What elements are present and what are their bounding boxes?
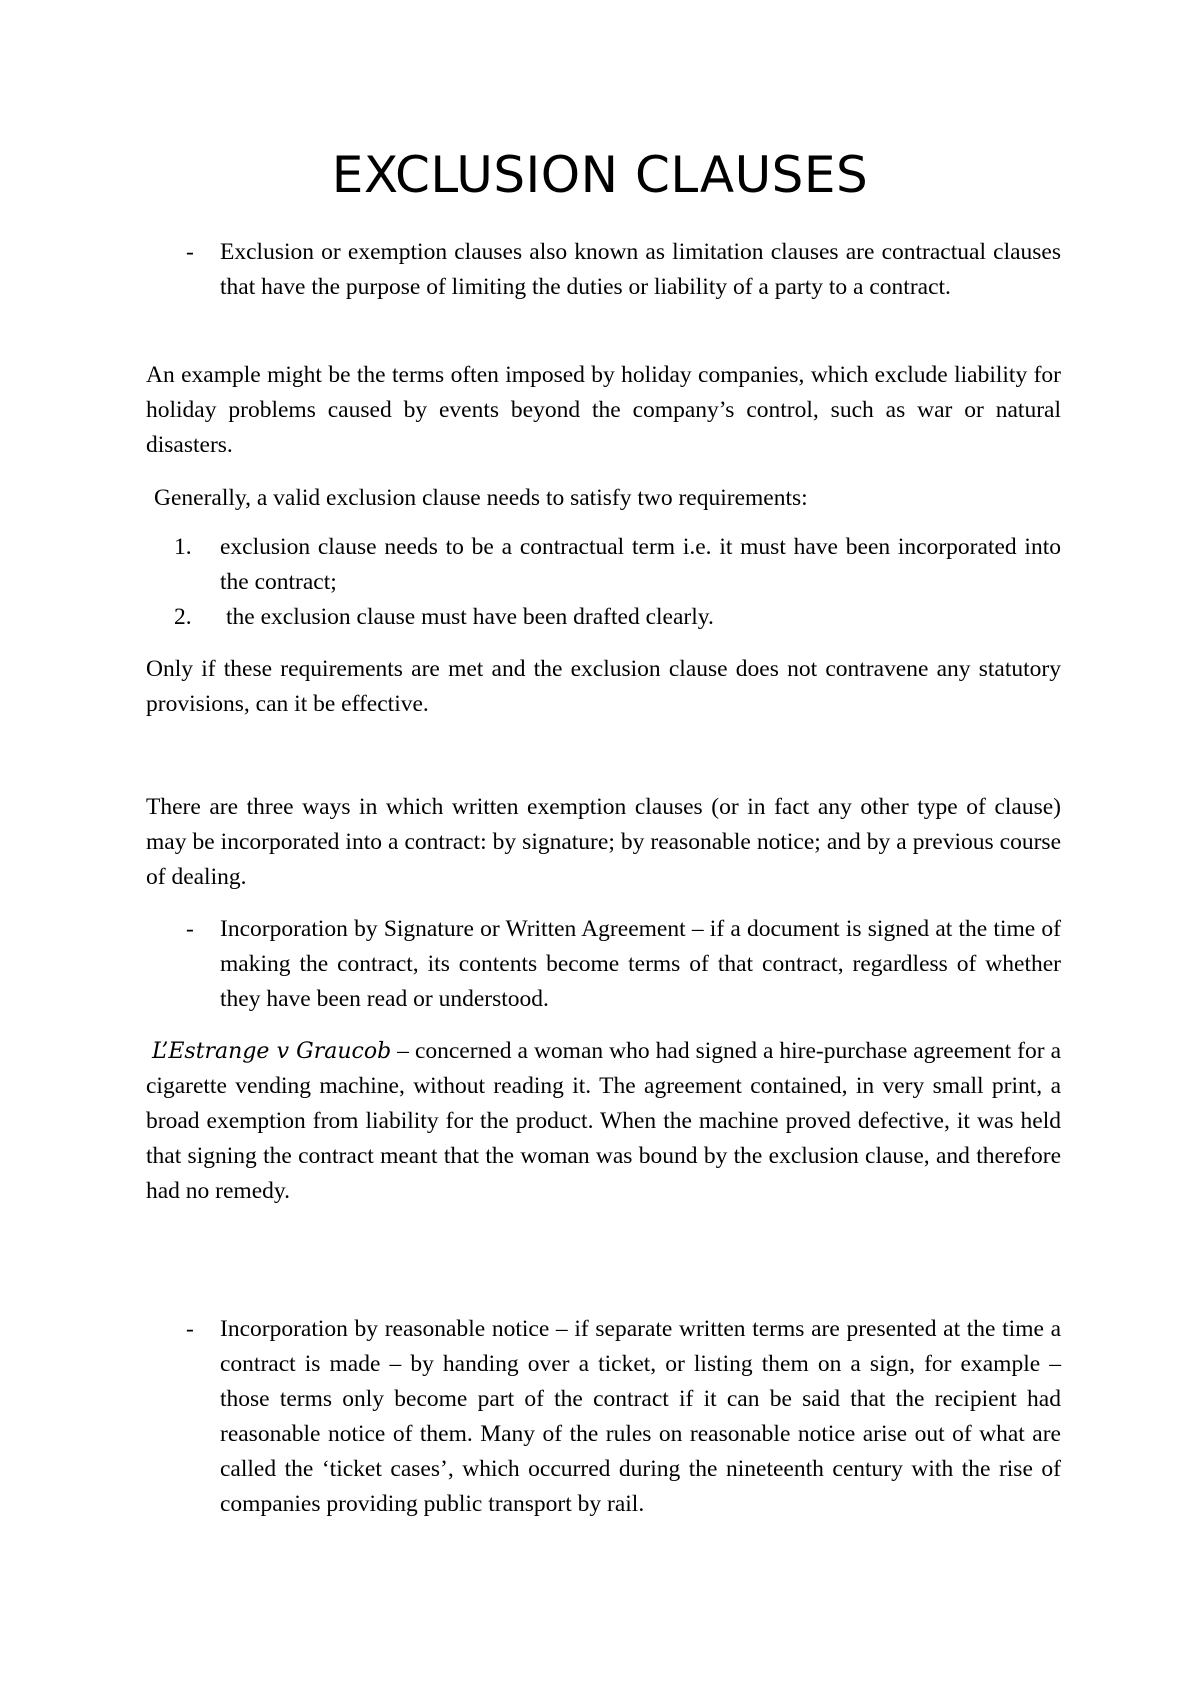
signature-bullet bbox=[146, 912, 1061, 1017]
bullet-marker: - bbox=[186, 916, 194, 942]
bullet-marker: - bbox=[186, 239, 194, 265]
case-name: L’Estrange v Graucob bbox=[152, 1039, 392, 1064]
requirement-item bbox=[146, 530, 1061, 600]
bullet-marker: - bbox=[186, 1316, 194, 1342]
example-paragraph: An example might be the terms often imposed by holiday companies, which exclude liability for holiday problems caused by events beyond the company’s control, such as war or natural disasters. bbox=[146, 362, 1061, 458]
definition-bullet bbox=[146, 235, 1061, 305]
definition-text: Exclusion or exemption clauses also known as limitation clauses are contractual clauses that have the purpose of limiting the duties or liability of a party to a contract. bbox=[220, 239, 1061, 300]
requirement-text: the exclusion clause must have been drafted clearly. bbox=[226, 604, 714, 630]
three-ways-paragraph: There are three ways in which written exemption clauses (or in fact any other type of clause) may be incorporated into a contract: by signature; by reasonable notice; and by a previous course of dealing. bbox=[146, 794, 1061, 890]
signature-text: Incorporation by Signature or Written Agreement – if a document is signed at the time of making the contract, its contents become terms of that contract, regardless of whether they have been read or understood. bbox=[220, 916, 1061, 1012]
case-paragraph bbox=[146, 1034, 1061, 1209]
requirement-item bbox=[146, 600, 1061, 635]
notice-text: Incorporation by reasonable notice – if separate written terms are presented at the time a contract is made – by handing over a ticket, or listing them on a sign, for example – those terms only become part of the contract if it can be said that the recipient had reasonable notice of them. Many of the rules on reasonable notice arise out of what are called the ‘ticket cases’, which occurred during the nineteenth century with the rise of companies providing public transport by rail. bbox=[220, 1316, 1061, 1517]
requirement-number: 1. bbox=[174, 534, 192, 560]
page-title: EXCLUSION CLAUSES bbox=[331, 146, 869, 204]
notice-bullet bbox=[146, 1312, 1061, 1522]
requirement-text: exclusion clause needs to be a contractual term i.e. it must have been incorporated into the contract; bbox=[220, 534, 1061, 595]
effective-paragraph: Only if these requirements are met and the exclusion clause does not contravene any statutory provisions, can it be effective. bbox=[146, 656, 1061, 717]
requirement-number: 2. bbox=[174, 604, 192, 630]
requirements-intro: Generally, a valid exclusion clause needs to satisfy two requirements: bbox=[154, 485, 808, 511]
case-text: – concerned a woman who had signed a hire-purchase agreement for a cigarette vending machine, without reading it. The agreement contained, in very small print, a broad exemption from liability for the product. When the machine proved defective, it was held that signing the contract meant that the woman was bound by the exclusion clause, and therefore had no remedy. bbox=[146, 1038, 1062, 1204]
